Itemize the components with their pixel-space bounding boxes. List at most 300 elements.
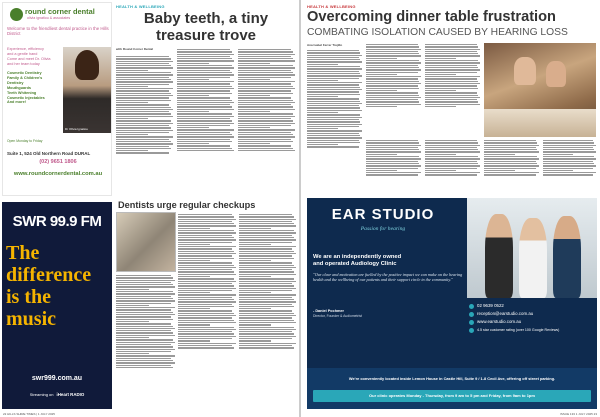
body-text-line [307,66,360,67]
article-body-col-1 [307,49,363,194]
intro-line: and her team today [7,62,40,66]
body-text-line [543,149,594,150]
body-text-line [239,278,294,279]
body-text-line [484,158,539,159]
body-text-line [178,327,234,328]
body-text-line [307,98,359,99]
body-text-line [425,95,478,96]
body-text-line [307,140,359,141]
body-text-line [425,65,477,66]
body-text-line [307,59,360,60]
body-text-line [238,67,295,68]
brand-tagline: Passion for hearing [360,226,406,232]
body-text-line [177,123,234,124]
body-text-line [366,67,419,68]
body-text-line [239,324,271,325]
body-text-line [177,127,209,128]
body-text-line [238,134,293,135]
body-text-line [425,58,456,59]
contact-rating: 4.5 star customer rating (over 100 Google Reviews) [477,328,560,332]
body-text-line [116,63,169,64]
body-text-line [178,244,210,245]
body-text-line [177,116,234,117]
body-text-line [116,305,149,306]
body-text-line [116,111,169,112]
body-text-line [366,151,421,152]
article-headline [116,10,296,44]
body-text-line [178,294,236,295]
team-member [485,214,513,298]
body-text-line [116,86,148,87]
body-text-line [239,338,292,339]
body-text-line [116,346,173,347]
body-text-line [425,170,456,171]
body-text-line [366,49,421,50]
body-text-line [307,144,338,145]
body-text-line [177,145,230,146]
body-text-line [178,271,234,272]
body-text-line [238,111,270,112]
body-text-line [116,319,173,320]
body-text-line [178,333,234,334]
team-photo [467,198,597,298]
body-text-line [178,304,232,305]
body-text-line [366,83,421,84]
body-text-line [238,125,291,126]
body-text-line [116,358,171,359]
body-text-line [238,88,295,89]
body-text-line [116,84,169,85]
slogan-line: The [6,242,40,264]
article-body-col-7 [543,139,597,194]
body-text-line [484,172,539,173]
body-text-line [116,56,169,57]
body-text-line [116,88,173,89]
body-text-line [116,291,173,292]
body-text-line [177,148,232,149]
body-text-line [307,103,362,104]
body-text-line [239,285,294,286]
body-text-line [239,347,294,348]
body-text-line [425,101,478,102]
body-text-line [239,216,294,217]
body-text-line [116,61,173,62]
body-text-line [116,309,171,310]
body-text-line [239,237,294,238]
body-text-line [238,136,295,137]
body-text-line [238,139,291,140]
body-text-line [425,88,478,89]
body-text-line [116,95,173,96]
body-text-line [116,130,173,131]
body-text-line [239,235,292,236]
body-text-line [239,304,292,305]
body-text-line [425,51,477,52]
body-text-line [307,146,359,147]
intro-line: Experience, efficiency [7,47,44,51]
body-text-line [178,299,234,300]
body-text-line [178,251,234,252]
body-text-line [177,70,230,71]
body-text-line [238,51,293,52]
body-text-line [178,235,232,236]
body-text-line [425,78,477,79]
body-text-line [425,156,478,157]
service-item: And more! [7,100,26,105]
body-text-line [116,125,169,126]
body-text-line [116,58,171,59]
body-text-line [307,73,360,74]
body-text-line [178,322,236,323]
dental-ad [2,2,112,196]
body-text-line [307,52,360,53]
article-headline: Overcoming dinner table frustration [307,9,556,25]
body-text-line [425,174,477,175]
body-text-line [178,297,232,298]
body-text-line [178,274,236,275]
body-text-line [239,315,296,316]
body-text-line [238,93,293,94]
body-text-line [543,147,593,148]
slogan-line: music [6,308,56,330]
body-text-line [177,118,230,119]
body-text-line [178,331,232,332]
welcome-text: Welcome to the friendliest dental practice in the Hills District [7,26,109,37]
body-text-line [116,139,169,140]
phone: (02) 9651 1806 [39,159,77,165]
body-text-line [484,165,539,166]
body-text-line [307,130,362,131]
body-text-line [239,317,292,318]
body-text-line [239,320,294,321]
body-text-line [425,72,477,73]
body-text-line [178,246,236,247]
hours: Open Monday to Friday [7,139,43,143]
body-text-line [238,143,270,144]
body-text-line [116,298,173,299]
body-text-line [307,84,359,85]
contact-list [469,302,593,334]
article-body-col-3 [425,43,481,137]
body-text-line [116,77,169,78]
body-text-line [238,102,295,103]
body-text-line [178,281,236,282]
body-text-line [177,49,230,50]
body-text-line [366,97,421,98]
body-text-line [178,228,210,229]
body-text-line [238,97,291,98]
checkup-body-col-1 [116,274,176,410]
web-icon [469,320,474,325]
body-text-line [366,85,418,86]
team-member [519,218,547,298]
body-text-line [178,265,234,266]
body-text-line [238,58,293,59]
body-text-line [238,141,293,142]
photo-person [514,57,536,85]
body-text-line [116,293,175,294]
body-text-line [366,104,421,105]
body-text-line [484,151,539,152]
body-text-line [366,163,419,164]
body-text-line [239,301,296,302]
body-text-line [239,271,294,272]
body-text-line [178,345,232,346]
body-text-line [425,69,480,70]
body-text-line [366,72,418,73]
body-text-line [177,150,234,151]
body-text-line [177,132,230,133]
body-text-line [239,228,271,229]
body-text-line [307,78,359,79]
body-text-line [366,65,418,66]
body-text-line [239,239,296,240]
body-text-line [178,269,232,270]
body-text-line [425,165,480,166]
body-text-line [116,132,169,133]
body-text-line [239,248,292,249]
body-text-line [116,109,173,110]
body-text-line [307,119,359,120]
body-text-line [366,174,418,175]
contact-row [469,326,593,334]
body-text-line [178,262,232,263]
body-text-line [177,100,232,101]
body-text-line [543,145,596,146]
body-text-line [238,86,293,87]
website-link[interactable]: www.roundcornerdental.com.au [13,171,103,177]
body-text-line [178,258,234,259]
body-text-line [425,140,477,141]
article-subheadline: COMBATING ISOLATION CAUSED BY HEARING LOSS [307,27,568,38]
body-text-line [366,74,397,75]
body-text-line [177,113,232,114]
body-text-line [116,367,173,368]
body-text-line [307,64,338,65]
address: Suite 1, 524 Old Northern Road DURAL [7,151,91,156]
body-text-line [116,150,148,151]
body-text-line [238,148,293,149]
body-text-line [366,81,419,82]
body-text-line [177,136,234,137]
body-text-line [238,100,293,101]
body-text-line [307,61,362,62]
body-text-line [116,70,148,71]
body-text-line [307,75,362,76]
body-text-line [116,113,171,114]
body-text-line [177,72,232,73]
body-text-line [238,77,291,78]
body-text-line [543,154,573,155]
body-text-line [178,219,236,220]
body-text-line [178,232,236,233]
body-text-line [239,281,296,282]
body-text-line [116,344,171,345]
body-text-line [366,88,419,89]
body-text-line [484,147,536,148]
body-text-line [116,328,175,329]
page-folio-right: ISSUE 133 1 JULY 2025 23 [560,412,597,416]
brand-name: EAR STUDIO [331,206,435,223]
body-text-line [178,285,234,286]
article-body-col-3 [238,48,296,197]
body-text-line [366,140,418,141]
body-text-line [238,72,293,73]
body-text-line [543,140,593,141]
services-list [7,71,63,105]
footer-band [307,368,597,409]
body-text-line [238,60,295,61]
body-text-line [307,112,338,113]
photo-person [546,61,566,87]
body-text-line [239,345,292,346]
body-text-line [177,111,209,112]
body-text-line [177,77,230,78]
body-text-line [116,321,149,322]
body-text-line [178,324,210,325]
slogan-line: difference [6,264,92,286]
body-text-line [116,342,175,343]
body-text-line [238,118,291,119]
body-text-line [484,163,537,164]
body-text-line [178,214,232,215]
body-text-line [425,53,478,54]
radio-website[interactable]: swr999.com.au [31,375,83,382]
body-text-line [307,126,359,127]
body-text-line [116,362,175,363]
body-text-line [177,67,234,68]
body-text-line [239,242,292,243]
intro [313,254,461,268]
body-text-line [116,79,171,80]
body-text-line [177,134,232,135]
body-text-line [366,51,418,52]
streaming-label: Streaming on [29,392,54,397]
body-text-line [366,149,419,150]
contact-row[interactable] [469,318,593,326]
body-text-line [484,154,515,155]
body-text-line [366,172,421,173]
body-text-line [116,286,175,287]
body-text-line [238,49,291,50]
article-body-col-1 [116,55,174,197]
body-text-line [239,230,294,231]
body-text-line [484,161,536,162]
right-page [301,0,600,417]
ear-studio-ad [307,198,597,409]
body-text-line [238,113,293,114]
body-text-line [177,65,232,66]
body-text-line [239,340,271,341]
body-text-line [177,60,234,61]
body-text-line [178,313,234,314]
service-item: Mouthguards [7,85,32,90]
body-text-line [178,239,236,240]
body-text-line [178,237,234,238]
body-text-line [238,79,270,80]
body-text-line [307,107,360,108]
body-text-line [116,127,171,128]
body-text-line [307,124,362,125]
body-text-line [178,221,232,222]
body-text-line [239,299,294,300]
left-page [0,0,299,417]
body-text-line [178,288,236,289]
body-text-line [484,156,537,157]
contact-email: reception@earstudio.com.au [477,311,534,316]
body-text-line [543,168,593,169]
body-text-line [366,92,418,93]
body-text-line [307,137,362,138]
body-text-line [239,297,292,298]
body-text-line [116,67,173,68]
body-text-line [239,253,296,254]
body-text-line [366,165,421,166]
doctor-hair [75,50,99,80]
byline: with Round Corner Dental [116,47,153,51]
body-text-line [116,314,175,315]
body-text-line [178,315,236,316]
intro-line: Come and meet Dr. Olivia [7,57,51,61]
body-text-line [116,355,175,356]
body-text-line [238,56,291,57]
body-text-line [239,310,292,311]
contact-row[interactable] [469,310,593,318]
body-text-line [366,101,419,102]
article-body-col-5 [425,139,481,194]
body-text-line [116,65,171,66]
logo-subtitle: olivia ignatiou & associates [27,16,71,20]
body-text-line [543,151,596,152]
body-text-line [543,172,596,173]
body-text-line [238,150,295,151]
body-text-line [239,308,271,309]
body-text-line [178,292,210,293]
body-text-line [239,313,294,314]
body-text-line [116,282,171,283]
body-text-line [366,69,421,70]
body-text-line [239,267,296,268]
body-text-line [116,339,173,340]
body-text-line [177,102,234,103]
body-text-line [238,129,295,130]
body-text-line [484,142,537,143]
body-text-line [238,116,295,117]
body-text-line [238,95,270,96]
body-text-line [178,242,232,243]
body-text-line [425,142,478,143]
body-text-line [178,338,232,339]
contact-row[interactable] [469,302,593,310]
photo-table [484,109,596,137]
body-text-line [239,219,296,220]
body-text-line [177,51,232,52]
body-text-line [307,96,338,97]
body-text-line [366,95,419,96]
body-text-line [366,62,421,63]
slogan [6,242,108,330]
body-text-line [543,158,596,159]
body-text-line [238,81,295,82]
body-text-line [178,276,210,277]
body-text-line [425,145,480,146]
headline-line: treasure trove [155,27,257,44]
slogan-line: is the [6,286,51,308]
body-text-line [177,125,230,126]
body-text-line [543,163,594,164]
body-text-line [425,158,480,159]
body-text-line [116,312,173,313]
